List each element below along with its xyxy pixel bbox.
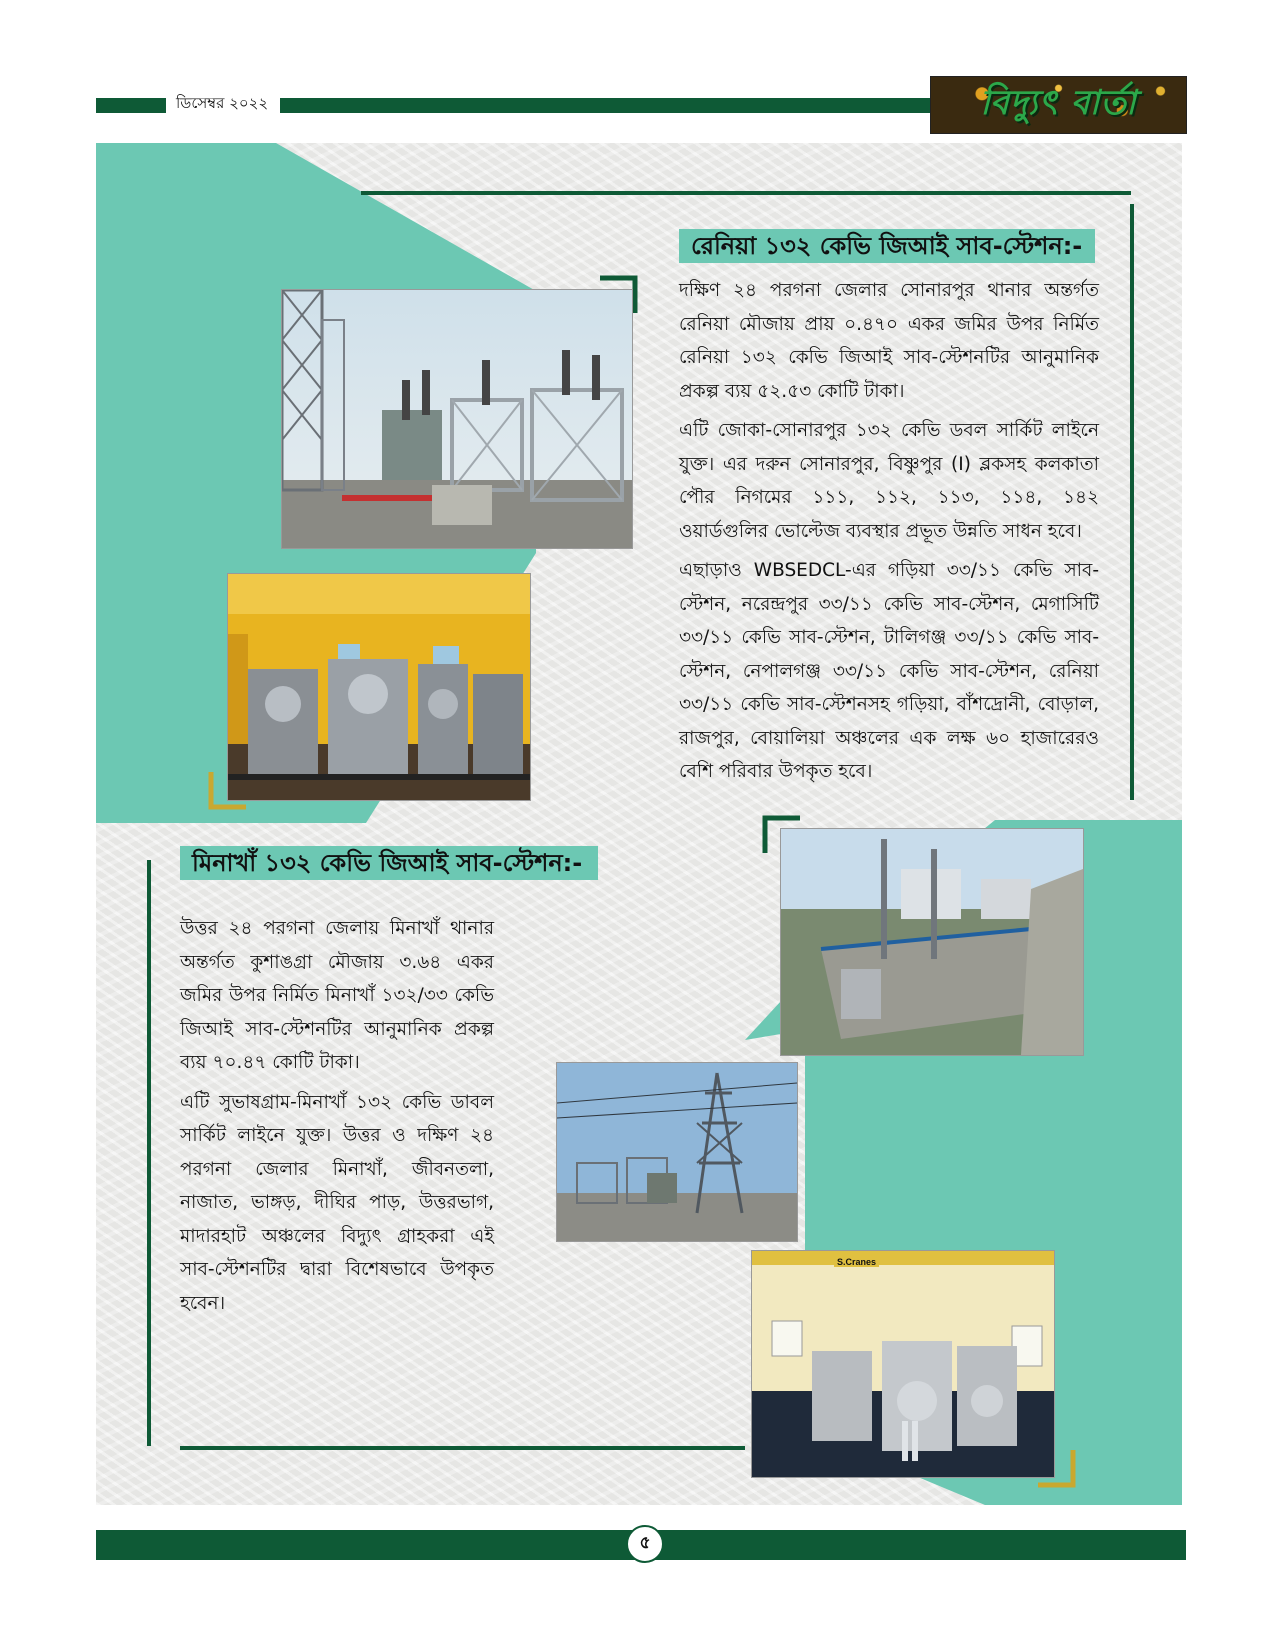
section1-paragraph-2: এটি জোকা-সোনারপুর ১৩২ কেভি ডবল সার্কিট লাইনে যুক্ত। এর দরুন সোনারপুর, বিষ্ণুপুর (I) ব্লকসহ কলকাতা পৌর নিগমের ১১১, ১১২, ১১৩, ১১৪, ১৪২ ওয়ার্ডগুলির ভোল্টেজ ব্যবস্থার প্রভূত উন্নতি সাধন হবে। [679, 420, 1099, 542]
section1-heading: রেনিয়া ১৩২ কেভি জিআই সাব-স্টেশন:- [679, 229, 1095, 263]
section2-body [180, 912, 494, 1326]
photo-minakhan-substation-aerial [780, 828, 1084, 1056]
section2-heading: মিনাখাঁ ১৩২ কেভি জিআই সাব-স্টেশন:- [180, 846, 598, 880]
header-rule-right [280, 98, 930, 113]
photo-minakhan-gis-hall [751, 1250, 1055, 1478]
magazine-logo [930, 76, 1187, 134]
crane-label: S.Cranes [834, 1257, 879, 1267]
issue-date: ডিসেম্বর ২০২২ [176, 94, 269, 112]
section1-body [679, 274, 1099, 795]
section1-paragraph-1: দক্ষিণ ২৪ পরগনা জেলার সোনারপুর থানার অন্তর্গত রেনিয়া মৌজায় প্রায় ০.৪৭০ একর জমির উপর নির্মিত রেনিয়া ১৩২ কেভি জিআই সাব-স্টেশনটির আনুমানিক প্রকল্প ব্যয় ৫২.৫৩ কোটি টাকা। [679, 280, 1099, 402]
photo-minakhan-towers [556, 1062, 798, 1242]
section2-paragraph-1: উত্তর ২৪ পরগনা জেলায় মিনাখাঁ থানার অন্তর্গত কুশাঙগ্রা মৌজায় ৩.৬৪ একর জমির উপর নির্মিত মিনাখাঁ ১৩২/৩৩ কেভি জিআই সাব-স্টেশনটির আনুমানিক প্রকল্প ব্যয় ৭০.৪৭ কোটি টাকা। [180, 918, 494, 1073]
section1-right-rule [1130, 204, 1134, 800]
photo-renia-substation-outdoor [281, 289, 633, 549]
logo-text: বিদ্যুৎ বার্তা [980, 82, 1137, 123]
section1-top-rule [361, 191, 1131, 195]
section2-left-rule [147, 860, 151, 1446]
section2-paragraph-2: এটি সুভাষগ্রাম-মিনাখাঁ ১৩২ কেভি ডাবল সার্কিট লাইনে যুক্ত। উত্তর ও দক্ষিণ ২৪ পরগনা জেলার মিনাখাঁ, জীবনতলা, নাজাত, ভাঙ্গড়, দীঘির পাড়, উত্তরভাগ, মাদারহাট অঞ্চলের বিদ্যুৎ গ্রাহকরা এই সাব-স্টেশনটির দ্বারা বিশেষভাবে উপকৃত হবেন। [180, 1091, 494, 1314]
photo-renia-gis-hall [227, 573, 531, 801]
section1-paragraph-3: এছাড়াও WBSEDCL-এর গড়িয়া ৩৩/১১ কেভি সাব-স্টেশন, নরেন্দ্রপুর ৩৩/১১ কেভি সাব-স্টেশন, মেগাসিটি ৩৩/১১ কেভি সাব-স্টেশন, টালিগঞ্জ ৩৩/১১ কেভি সাব-স্টেশন, নেপালগঞ্জ ৩৩/১১ কেভি সাব-স্টেশন, রেনিয়া ৩৩/১১ কেভি সাব-স্টেশনসহ গড়িয়া, বাঁশদ্রোনী, বোড়াল, রাজপুর, বোয়ালিয়া অঞ্চলের এক লক্ষ ৬০ হাজারেরও বেশি পরিবার উপকৃত হবে। [679, 560, 1099, 782]
page-number: ৫ [626, 1525, 664, 1563]
section2-bottom-rule [180, 1446, 745, 1450]
header-rule-left [96, 98, 166, 113]
